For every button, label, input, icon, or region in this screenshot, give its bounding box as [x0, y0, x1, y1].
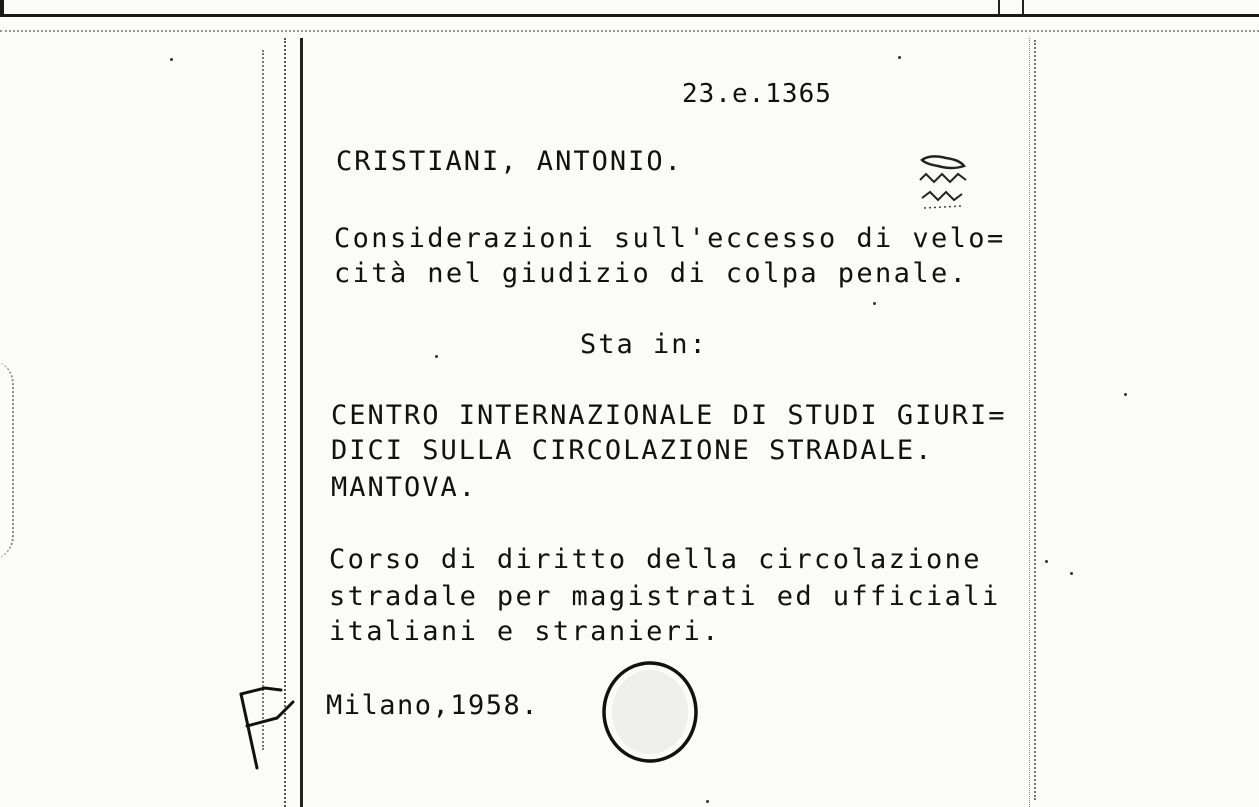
speck	[706, 800, 709, 803]
speck	[435, 355, 438, 358]
scan-noise-column	[262, 50, 266, 750]
series-line-3: italiani e stranieri.	[329, 616, 721, 647]
series-line-1: Corso di diritto della circolazione	[329, 544, 982, 575]
speck	[898, 56, 901, 59]
publisher-line-1: CENTRO INTERNAZIONALE DI STUDI GIURI=	[331, 400, 1007, 431]
call-number: 23.e.1365	[682, 79, 832, 109]
title-line-1: Considerazioni sull'eccesso di velo=	[334, 223, 1006, 254]
title-line-2: cità nel giudizio di colpa penale.	[334, 258, 969, 289]
in-label: Sta in:	[580, 329, 708, 360]
circle-ink-mark	[600, 660, 700, 764]
top-border-corner	[0, 0, 4, 14]
left-edge-shadow	[0, 360, 14, 560]
scan-noise-column	[1034, 40, 1038, 800]
top-border	[0, 0, 1259, 17]
publisher-line-2: DICI SULLA CIRCOLAZIONE STRADALE.	[331, 435, 934, 466]
place-year: Milano,1958.	[326, 690, 540, 721]
library-stamp-icon	[916, 152, 972, 214]
author-heading: CRISTIANI, ANTONIO.	[336, 146, 683, 177]
speck	[1124, 393, 1127, 396]
speck	[170, 58, 173, 61]
series-line-2: stradale per magistrati ed ufficiali	[329, 581, 1001, 612]
handwritten-f-mark	[235, 682, 295, 772]
speck	[1070, 572, 1073, 575]
top-notch	[998, 0, 1024, 14]
speck	[1045, 560, 1048, 563]
publisher-line-3: MANTOVA.	[331, 472, 478, 503]
speck	[873, 302, 876, 305]
